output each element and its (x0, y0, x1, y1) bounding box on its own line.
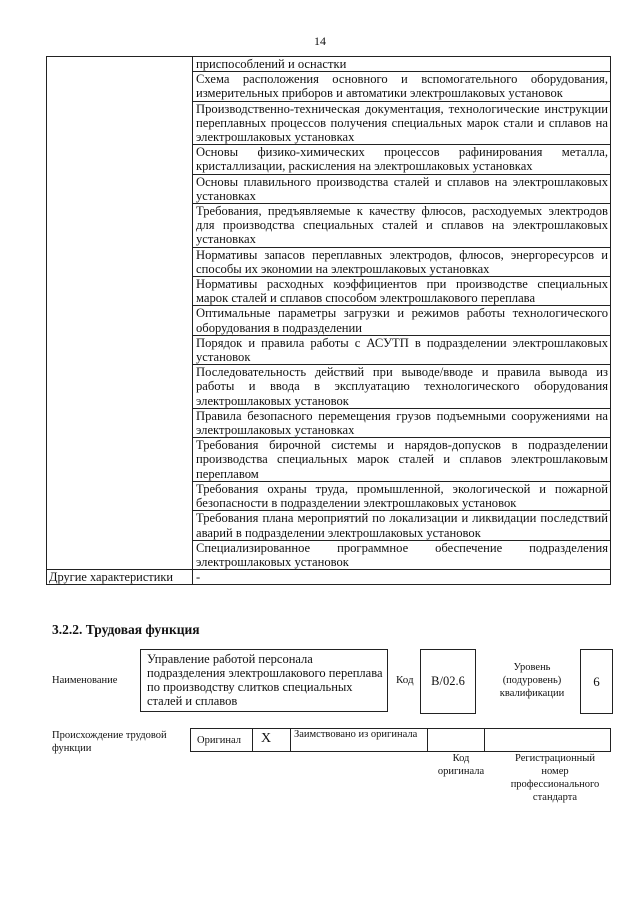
origin-row (190, 728, 611, 752)
knowledge-table (46, 56, 611, 585)
knowledge-item: Схема расположения основного и вспомогательного оборудования, измерительных приборов и автоматики электрошлаковых установок (193, 72, 611, 101)
knowledge-item: Производственно-техническая документация, технологические инструкции переплавных процессов получения специальных марок стали и сплавов на электрошлаковых установках (193, 101, 611, 145)
original-mark: X (261, 731, 272, 746)
knowledge-item: Требования охраны труда, промышленной, экологической и пожарной безопасности в подразделении электрошлаковых установок (193, 481, 611, 510)
borrowed-label: Заимствовано из оригинала (294, 729, 418, 740)
knowledge-item: Основы физико-химических процессов рафинирования металла, кристаллизации, раскисления на электрошлаковых установках (193, 145, 611, 174)
empty-left-cell (47, 57, 193, 570)
page-number: 14 (314, 34, 326, 48)
knowledge-item: приспособлений и оснастки (193, 57, 611, 72)
function-code-box: В/02.6 (420, 649, 476, 714)
code-original-cell (427, 728, 484, 752)
reg-number-label: Регистрационный номер профессионального стандарта (510, 753, 600, 803)
section-title: 3.2.2. Трудовая функция (52, 622, 200, 637)
level-box: 6 (580, 649, 613, 714)
knowledge-item: Требования бирочной системы и нарядов-допусков в подразделении производства специальных марок сталей и сплавов электрошлаковым переплавом (193, 438, 611, 482)
code-original-label: Код оригинала (437, 753, 485, 777)
knowledge-item: Специализированное программное обеспечение подразделения электрошлаковых установок (193, 540, 611, 569)
knowledge-item: Требования, предъявляемые к качеству флюсов, расходуемых электродов для производства специальных сталей и сплавов на электрошлаковых установках (193, 204, 611, 248)
knowledge-item: Нормативы запасов переплавных электродов, флюсов, энергоресурсов и способы их экономии на электрошлаковых установках (193, 247, 611, 276)
knowledge-item: Требования плана мероприятий по локализации и ликвидации последствий аварий в подразделении электрошлаковых установок (193, 511, 611, 540)
level-label: Уровень (подуровень) квалификации (499, 662, 565, 699)
knowledge-item: Основы плавильного производства сталей и сплавов на электрошлаковых установках (193, 174, 611, 203)
knowledge-item: Оптимальные параметры загрузки и режимов работы технологического оборудования в подразделении (193, 306, 611, 335)
function-name-box: Управление работой персонала подразделения электрошлакового переплава по производству слитков специальных сталей и сплавов (140, 649, 388, 712)
name-label: Наименование (52, 675, 118, 686)
reg-number-cell (484, 728, 611, 752)
knowledge-item: Правила безопасного перемещения грузов подъемными сооружениями на электрошлаковых установках (193, 408, 611, 437)
origin-label: Происхождение трудовой функции (52, 730, 167, 754)
borrowed-cell (290, 728, 427, 752)
other-characteristics-label: Другие характеристики (47, 570, 193, 585)
knowledge-item: Порядок и правила работы с АСУТП в подразделении электрошлаковых установок (193, 335, 611, 364)
knowledge-item: Последовательность действий при выводе/вводе и правила вывода из работы и ввода в эксплуатацию технологического оборудования электрошлаковых установок (193, 365, 611, 409)
other-characteristics-value: - (193, 570, 611, 585)
original-cell (190, 728, 252, 752)
knowledge-item: Нормативы расходных коэффициентов при производстве специальных марок сталей и сплавов способом электрошлакового переплава (193, 277, 611, 306)
code-label: Код (396, 674, 414, 686)
original-label: Оригинал (197, 735, 241, 746)
original-mark-cell (252, 728, 290, 752)
